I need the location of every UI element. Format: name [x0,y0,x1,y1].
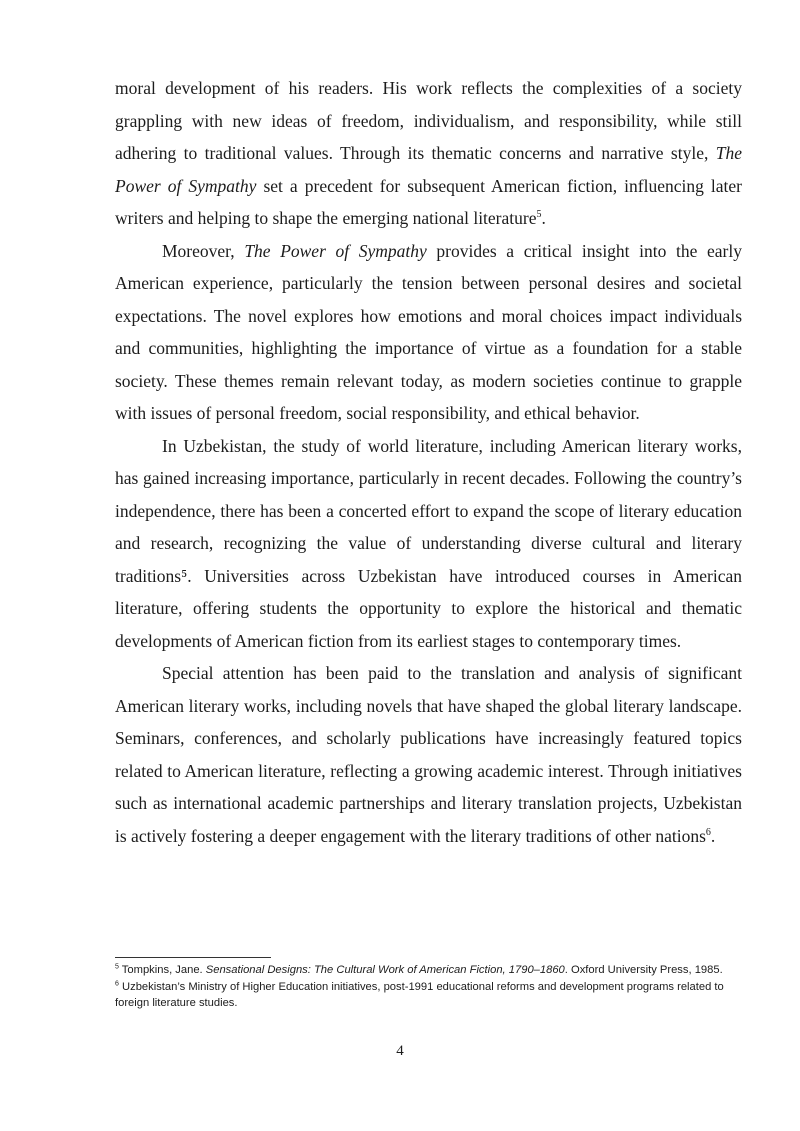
paragraph: In Uzbekistan, the study of world literature, including American literary works, has gained increasing importance, particularly in recent decades. Following the country’s independence, there has been a concerted effort to expand the scope of literary education and research, recognizing the value of understanding diverse cultural and literary traditions⁵. Universities across Uzbekistan have introduced courses in American literature, offering students the opportunity to explore the historical and thematic developments of American fiction from its earliest stages to contemporary times. [115,435,742,651]
paragraph: moral development of his readers. His work reflects the complexities of a society grappling with new ideas of freedom, individualism, and responsibility, while still adhering to traditional values. Through its thematic concerns and narrative style, The Power of Sympathy set a precedent for subsequent American fiction, influencing later writers and helping to shape the emerging national literature$^5$. [115,78,742,228]
footnote-reference[interactable]: 6 [705,826,711,838]
paragraph: Moreover, The Power of Sympathy provides a critical insight into the early American experience, particularly the tension between personal desires and societal expectations. The novel explores how emotions and moral choices impact individuals and communities, highlighting the importance of virtue as a foundation for a stable society. These themes remain relevant today, as modern societies continue to grapple with issues of personal freedom, social responsibility, and ethical behavior. [115,240,742,423]
footnote-number: 6 [115,979,119,987]
footnote-separator [115,957,271,958]
book-title: Sensational Designs: The Cultural Work of American Fiction, 1790–1860 [205,964,565,976]
page-number: 4 [396,1043,404,1059]
footnote: $^5$ Tompkins, Jane. Sensational Designs: The Cultural Work of American Fiction, 1790–1860. Oxford University Press, 1985. [115,963,723,976]
book-title: The Power of Sympathy [115,143,742,196]
footnotes [115,962,742,1012]
paragraph: Special attention has been paid to the translation and analysis of significant American literary works, including novels that have shaped the global literary landscape. Seminars, conferences, and scholarly publications have increasingly featured topics related to American literature, reflecting a growing academic interest. Through initiatives such as international academic partnerships and literary translation projects, Uzbekistan is actively fostering a deeper engagement with the literary traditions of other nations$^6$. [115,663,742,846]
footnote: $^6$ Uzbekistan’s Ministry of Higher Education initiatives, post-1991 educational reforms and development programs related to foreign literature studies. [115,979,724,1009]
footnote-reference[interactable]: 5 [536,209,542,221]
document-body [115,72,742,852]
footnote-number: 5 [115,963,119,971]
book-title: The Power of Sympathy [244,240,427,261]
